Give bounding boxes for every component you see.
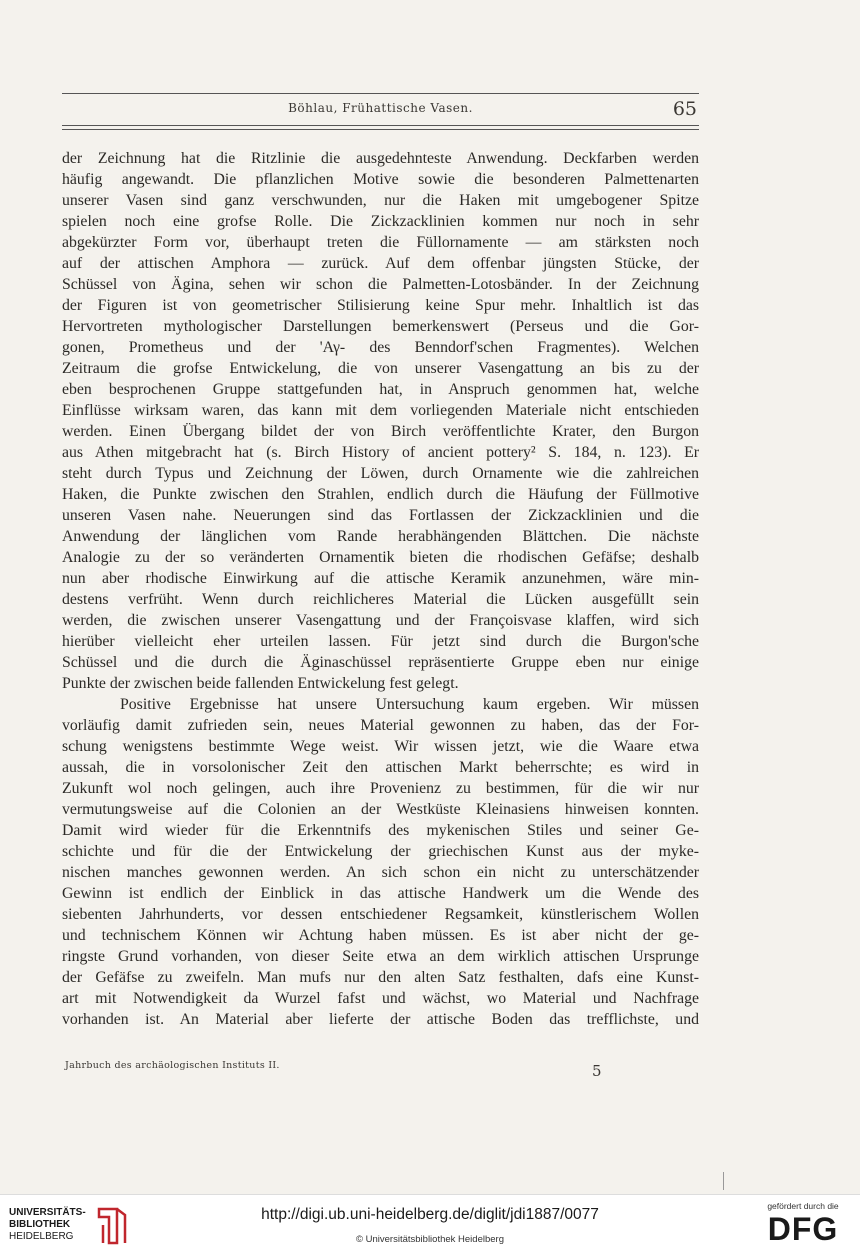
- text-line: vermutungsweise auf die Colonien an der Westküste Kleinasiens hinweisen konnten.: [62, 801, 699, 818]
- text-line: vorläufig damit zufrieden sein, neues Material gewonnen zu haben, das der For-: [62, 717, 699, 734]
- text-line: Anwendung der länglichen vom Rande herabhängenden Blättchen. Die nächste: [62, 528, 699, 545]
- text-line: Zeitraum die grofse Entwickelung, die von unserer Vasengattung an bis zu der: [62, 360, 699, 377]
- text-line: Schüssel von Ägina, sehen wir schon die Palmetten-Lotosbänder. In der Zeichnung: [62, 276, 699, 293]
- text-line: Punkte der zwischen beide fallenden Entwickelung fest gelegt.: [62, 675, 459, 692]
- text-line: werden. Einen Übergang bildet der von Birch veröffentlichte Krater, den Burgon: [62, 423, 699, 440]
- text-line: auf der attischen Amphora — zurück. Auf dem offenbar jüngsten Stücke, der: [62, 255, 699, 272]
- text-line: eben besprochenen Gruppe stattgefunden hat, in Anspruch genommen hat, welche: [62, 381, 699, 398]
- text-line: der Gefäfse zu zweifeln. Man mufs nur den alten Satz festhalten, dafs eine Kunst-: [62, 969, 699, 986]
- text-line: aus Athen mitgebracht hat (s. Birch History of ancient pottery² S. 184, n. 123). Er: [62, 444, 699, 461]
- library-name-line1: UNIVERSITÄTS-: [9, 1207, 86, 1218]
- text-line: Analogie zu der so veränderten Ornamentik bieten die rhodischen Gefäfse; deshalb: [62, 549, 699, 566]
- text-line: schung wenigstens bestimmte Wege weist. Wir wissen jetzt, wie die Waare etwa: [62, 738, 699, 755]
- header-bottom-rule: [62, 125, 699, 126]
- text-line: Einflüsse wirksam waren, das kann mit dem vorliegenden Materiale nicht entschieden: [62, 402, 699, 419]
- text-line: gonen, Prometheus und der 'Αγ- des Benndorf'schen Fragmentes). Welchen: [62, 339, 699, 356]
- header-top-rule: [62, 93, 699, 94]
- text-line: spielen noch eine grofse Rolle. Die Zickzacklinien kommen nur noch in sehr: [62, 213, 699, 230]
- text-line: vorhanden ist. An Material aber lieferte der attische Boden das trefflichste, und: [62, 1011, 699, 1028]
- text-line: art mit Notwendigkeit da Wurzel fafst und wächst, wo Material und Nachfrage: [62, 990, 699, 1007]
- text-line: Hervortreten mythologischer Darstellungen bemerkenswert (Perseus und die Gor-: [62, 318, 699, 335]
- library-name-line3: HEIDELBERG: [9, 1231, 74, 1242]
- text-line: und technischem Können wir Achtung haben müssen. Es ist aber nicht der ge-: [62, 927, 699, 944]
- text-line: der Figuren ist von geometrischer Stilisierung keine Spur mehr. Inhaltlich ist das: [62, 297, 699, 314]
- text-line: Damit wird wieder für die Erkenntnifs des mykenischen Stiles und seiner Ge-: [62, 822, 699, 839]
- sheet-signature: 5: [592, 1062, 602, 1080]
- body-text: [62, 148, 699, 1030]
- copyright-notice: © Universitätsbibliothek Heidelberg: [356, 1234, 504, 1245]
- page-footer: [62, 1060, 699, 1080]
- text-line: siebenten Jahrhunderts, vor dessen entschiedener Regsamkeit, künstlerischem Wollen: [62, 906, 699, 923]
- running-header: [62, 98, 699, 120]
- text-line: Haken, die Punkte zwischen den Strahlen, endlich durch die Häufung der Füllmotive: [62, 486, 699, 503]
- dfg-caption: gefördert durch die: [767, 1201, 839, 1211]
- running-title: Böhlau, Frühattische Vasen.: [288, 101, 473, 115]
- library-name-line2: BIBLIOTHEK: [9, 1219, 71, 1230]
- text-line: Gewinn ist endlich der Einblick in das attische Handwerk um die Wende des: [62, 885, 699, 902]
- text-line: unseren Vasen nahe. Neuerungen sind das Fortlassen der Zickzacklinien und die: [62, 507, 699, 524]
- text-line: Zukunft wol noch gelingen, auch ihre Provenienz zu bestimmen, für die wir nur: [62, 780, 699, 797]
- page-number: 65: [672, 98, 697, 120]
- text-line: destens verfrüht. Wenn durch reichlicheres Material die Lücken ausgefüllt sein: [62, 591, 699, 608]
- text-line: schichte und für die der Entwickelung der griechischen Kunst aus der myke-: [62, 843, 699, 860]
- dfg-logo: DFG: [767, 1211, 839, 1247]
- text-line: der Zeichnung hat die Ritzlinie die ausgedehnteste Anwendung. Deckfarben werden: [62, 150, 699, 167]
- text-line: steht durch Typus und Zeichnung der Löwen, durch Ornamente wie die zahlreichen: [62, 465, 699, 482]
- text-line: häufig angewandt. Die pflanzlichen Motive sowie die besonderen Palmettenarten: [62, 171, 699, 188]
- text-line: Schüssel und die durch die Äginaschüssel repräsentierte Gruppe eben nur einige: [62, 654, 699, 671]
- text-line: hierüber vielleicht eher urteilen lassen. Für jetzt sind durch die Burgon'sche: [62, 633, 699, 650]
- text-line: nischen manches gewonnen werden. An sich schon ein nicht zu unterschätzender: [62, 864, 699, 881]
- dfg-funding[interactable]: [758, 1201, 848, 1247]
- text-line: ringste Grund vorhanden, von dieser Seite etwa an dem wirklich attischen Ursprunge: [62, 948, 699, 965]
- header-bottom-rule-2: [62, 129, 699, 130]
- text-line: unserer Vasen sind ganz verschwunden, nur die Haken mit umgebogener Spitze: [62, 192, 699, 209]
- text-line: Positive Ergebnisse hat unsere Untersuchung kaum ergeben. Wir müssen: [120, 696, 699, 713]
- text-line: abgekürzter Form vor, überhaupt treten die Füllornamente — am stärksten noch: [62, 234, 699, 251]
- viewer-footer-bar: [0, 1194, 860, 1257]
- permalink-url[interactable]: http://digi.ub.uni-heidelberg.de/diglit/jdi1887/0077: [261, 1206, 599, 1223]
- page-edge-mark: [723, 1172, 724, 1190]
- journal-footer: Jahrbuch des archäologischen Instituts II.: [65, 1060, 280, 1071]
- text-line: nun aber rhodische Einwirkung auf die attische Keramik anzunehmen, wäre min-: [62, 570, 699, 587]
- text-line: werden, die zwischen unserer Vasengattung und der Françoisvase klaffen, wird sich: [62, 612, 699, 629]
- text-line: aussah, die in vorsolonischer Zeit den attischen Markt beherrschte; es wird in: [62, 759, 699, 776]
